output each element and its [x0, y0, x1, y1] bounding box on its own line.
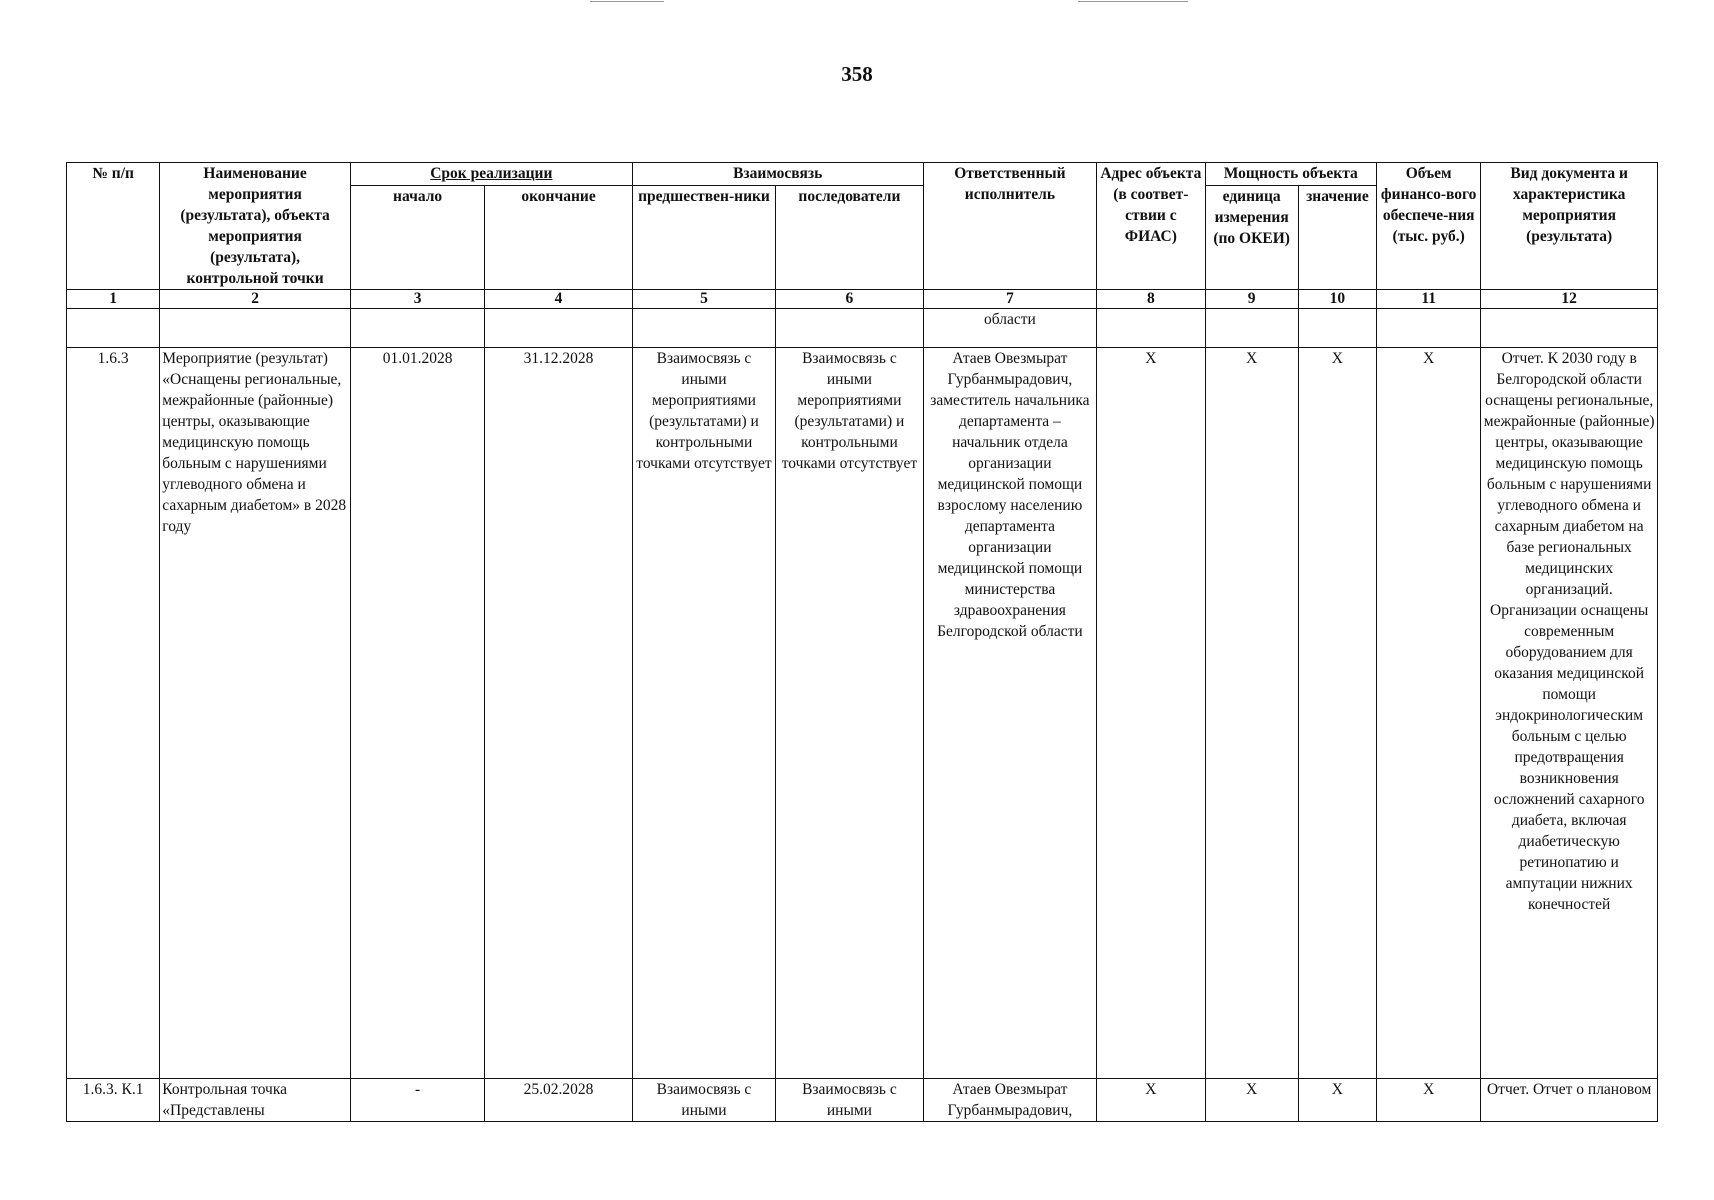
- page-number: 358: [841, 62, 873, 86]
- header-link-next: последователи: [776, 185, 923, 289]
- header-link: Взаимосвязь: [632, 163, 923, 186]
- column-number-row: [67, 290, 1658, 309]
- header-name: Наименование мероприятия (результата), объекта мероприятия (результата), контрольной точки: [160, 163, 351, 290]
- row-capacity-value: Х: [1298, 1079, 1376, 1122]
- row-number: 1.6.3. К.1: [67, 1079, 160, 1122]
- column-number: 11: [1377, 290, 1481, 309]
- table-cell: [160, 309, 351, 348]
- row-finance: Х: [1377, 1079, 1481, 1122]
- header-address: Адрес объекта (в соответ-ствии с ФИАС): [1097, 163, 1205, 290]
- schedule-table: [66, 162, 1658, 1122]
- table-cell: [1377, 309, 1481, 348]
- header-capacity-value: значение: [1298, 185, 1376, 289]
- header-period-start: начало: [350, 185, 484, 289]
- row-name: Контрольная точка «Представлены: [160, 1079, 351, 1122]
- table-cell: [1481, 309, 1658, 348]
- column-number: 10: [1298, 290, 1376, 309]
- header-finance: Объем финансо-вого обеспече-ния (тыс. руб.): [1377, 163, 1481, 290]
- header-capacity: Мощность объекта: [1205, 163, 1377, 186]
- row-start-date: 01.01.2028: [350, 348, 484, 1079]
- column-number: 6: [776, 290, 923, 309]
- table-cell: [632, 309, 775, 348]
- row-capacity-unit: Х: [1205, 348, 1298, 1079]
- row-number: 1.6.3: [67, 348, 160, 1079]
- row-responsible: Атаев Овезмырат Гурбанмырадович,: [923, 1079, 1097, 1122]
- header-responsible: Ответственный исполнитель: [923, 163, 1097, 290]
- header-period-end: окончание: [485, 185, 632, 289]
- table-cell: [1205, 309, 1298, 348]
- header-capacity-unit: единица измерения (по ОКЕИ): [1205, 185, 1298, 289]
- row-end-date: 31.12.2028: [485, 348, 632, 1079]
- column-number: 7: [923, 290, 1097, 309]
- row-capacity-value: Х: [1298, 348, 1376, 1079]
- row-predecessors: Взаимосвязь с иными: [632, 1079, 775, 1122]
- table-cell: [776, 309, 923, 348]
- row-start-date: -: [350, 1079, 484, 1122]
- column-number: 4: [485, 290, 632, 309]
- column-number: 3: [350, 290, 484, 309]
- table-cell: [1097, 309, 1205, 348]
- row-address: Х: [1097, 1079, 1205, 1122]
- row-name: Мероприятие (результат) «Оснащены региональные, межрайонные (районные) центры, оказывающие медицинскую помощь больным с нарушениями углеводного обмена и сахарным диабетом» в 2028 году: [160, 348, 351, 1079]
- row-successors: Взаимосвязь с иными: [776, 1079, 923, 1122]
- row-address: Х: [1097, 348, 1205, 1079]
- row-capacity-unit: Х: [1205, 1079, 1298, 1122]
- row-end-date: 25.02.2028: [485, 1079, 632, 1122]
- table-row: [67, 348, 1658, 1079]
- scan-edge-line: [1078, 1, 1188, 2]
- header-period: Срок реализации: [350, 163, 632, 186]
- table-cell: [67, 309, 160, 348]
- row-responsible: Атаев Овезмырат Гурбанмырадович, заместитель начальника департамента – начальник отдела организации медицинской помощи взрослому населению департамента организации медицинской помощи министерства здравоохранения Белгородской области: [923, 348, 1097, 1079]
- header-row: [67, 163, 1658, 186]
- row-document: Отчет. К 2030 году в Белгородской области оснащены региональные, межрайонные (районные) центры, оказывающие медицинскую помощь больным с нарушениями углеводного обмена и сахарным диабетом на базе региональных медицинских организаций. Организации оснащены современным оборудованием для оказания медицинской помощи эндокринологическим больным с целью предотвращения возникновения осложнений сахарного диабета, включая диабетическую ретинопатию и ампутации нижних конечностей: [1481, 348, 1658, 1079]
- row-successors: Взаимосвязь с иными мероприятиями (результатами) и контрольными точками отсутствует: [776, 348, 923, 1079]
- column-number: 9: [1205, 290, 1298, 309]
- column-number: 8: [1097, 290, 1205, 309]
- column-number: 5: [632, 290, 775, 309]
- row-document: Отчет. Отчет о плановом: [1481, 1079, 1658, 1122]
- column-number: 2: [160, 290, 351, 309]
- header-doc-type: Вид документа и характеристика мероприятия (результата): [1481, 163, 1658, 290]
- header-num: № п/п: [67, 163, 160, 290]
- responsible-continuation: области: [923, 309, 1097, 348]
- column-number: 1: [67, 290, 160, 309]
- header-link-prev: предшествен-ники: [632, 185, 775, 289]
- table-cell: [1298, 309, 1376, 348]
- row-finance: Х: [1377, 348, 1481, 1079]
- scan-edge-line: [590, 1, 664, 2]
- continuation-row: [67, 309, 1658, 348]
- row-predecessors: Взаимосвязь с иными мероприятиями (результатами) и контрольными точками отсутствует: [632, 348, 775, 1079]
- table-cell: [350, 309, 484, 348]
- table-row: [67, 1079, 1658, 1122]
- table-cell: [485, 309, 632, 348]
- column-number: 12: [1481, 290, 1658, 309]
